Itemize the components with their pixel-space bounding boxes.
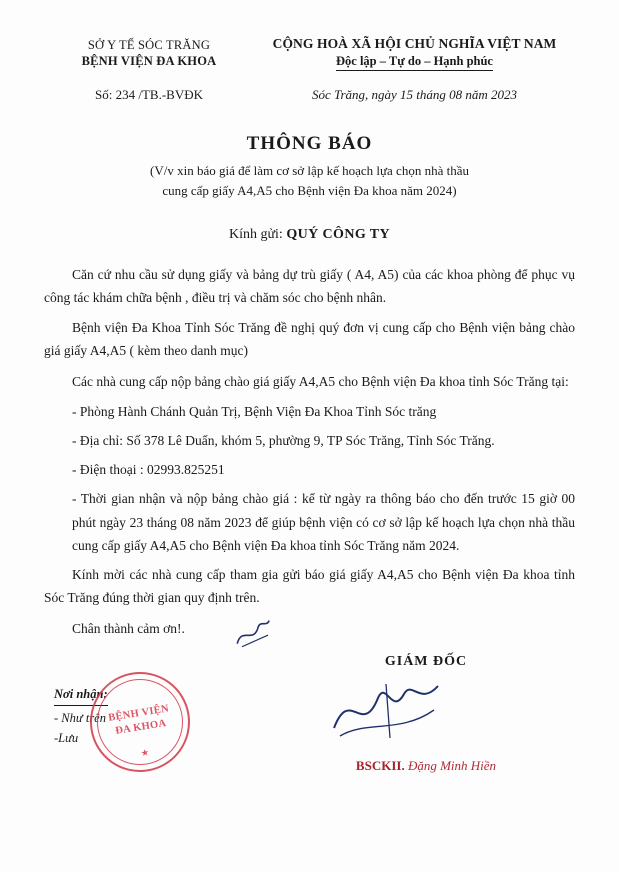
issuing-organization	[44, 36, 254, 69]
hospital-name: BỆNH VIỆN ĐA KHOA	[81, 54, 217, 68]
place-and-date: Sóc Trăng, ngày 15 tháng 08 năm 2023	[311, 87, 518, 102]
paragraph-2: Bệnh viện Đa Khoa Tỉnh Sóc Trăng đề nghị quý đơn vị cung cấp cho Bệnh viện bảng chào giá giấy A4,A5 ( kèm theo danh mục)	[44, 320, 575, 359]
recipient-value: QUÝ CÔNG TY	[286, 226, 391, 242]
list-item: - Phòng Hành Chánh Quản Trị, Bệnh Viện Đa Khoa Tỉnh Sóc trăng	[72, 403, 437, 419]
signer-name	[321, 758, 531, 774]
title-subline-2: cung cấp giấy A4,A5 cho Bệnh viện Đa khoa năm 2024)	[162, 182, 457, 198]
document-meta	[44, 87, 575, 103]
signer-full-name: Đặng Minh Hiền	[407, 757, 497, 773]
national-title: CỘNG HOÀ XÃ HỘI CHỦ NGHĨA VIỆT NAM	[272, 36, 557, 51]
paragraph-5: Chân thành cảm ơn!.	[72, 620, 185, 636]
recipients-note-item: - Như trên	[54, 710, 106, 725]
paragraph-3: Các nhà cung cấp nộp bảng chào giá giấy A4,A5 cho Bệnh viện Đa khoa tỉnh Sóc Trăng tại:	[72, 373, 569, 389]
national-motto: Độc lập – Tự do – Hạnh phúc	[336, 54, 493, 71]
initial-scribble-icon	[231, 616, 277, 656]
signer-role: GIÁM ĐỐC	[384, 653, 468, 669]
document-body	[44, 263, 575, 640]
title-block	[44, 133, 575, 201]
official-stamp-icon	[83, 665, 197, 779]
stamp-text	[90, 699, 189, 742]
document-number: Số: 234 /TB.-BVĐK	[95, 87, 203, 102]
title-subline-1: (V/v xin báo giá để làm cơ sở lập kế hoạch lựa chọn nhà thầu	[150, 163, 469, 178]
stamp-line-2: ĐA KHOA	[114, 717, 168, 737]
page-title: THÔNG BÁO	[246, 133, 373, 154]
stamp-star-icon: ★	[140, 746, 150, 758]
recipients-note-title: Nơi nhận:	[54, 684, 108, 706]
list-item: - Địa chỉ: Số 378 Lê Duẩn, khóm 5, phường 9, TP Sóc Trăng, Tỉnh Sóc Trăng.	[72, 433, 495, 448]
handwritten-signature-icon	[326, 676, 446, 746]
list-item: - Thời gian nhận và nộp bảng chào giá : kể từ ngày ra thông báo cho đến trước 15 giờ 00 phút ngày 23 tháng 08 năm 2023 để giúp bệnh viện có cơ sở lập kế hoạch lựa chọn nhà thầu cung cấp giấy A4,A5 cho Bệnh viện Đa khoa tỉnh Sóc Trăng năm 2024.	[72, 491, 575, 553]
department-name: SỞ Y TẾ SÓC TRĂNG	[87, 38, 211, 52]
document-header	[44, 36, 575, 71]
recipient-line	[44, 227, 575, 243]
signature-area	[44, 654, 575, 844]
national-heading	[254, 36, 575, 71]
stamp-line-1: BỆNH VIỆN	[107, 703, 170, 724]
paragraph-1: Căn cứ nhu cầu sử dụng giấy và bảng dự trù giấy ( A4, A5) của các khoa phòng để phục vụ công tác khám chữa bệnh , điều trị và chăm sóc cho bệnh nhân.	[44, 266, 575, 305]
list-item: - Điện thoại : 02993.825251	[72, 462, 225, 478]
paragraph-4: Kính mời các nhà cung cấp tham gia gửi báo giá giấy A4,A5 cho Bệnh viện Đa khoa tỉnh Sóc Trăng đúng thời gian quy định trên.	[44, 567, 575, 606]
signer-title-prefix: BSCKII.	[355, 757, 405, 773]
recipient-label: Kính gửi:	[228, 226, 283, 242]
signature-block	[321, 654, 531, 774]
recipients-note-item: -Lưu	[54, 730, 79, 745]
